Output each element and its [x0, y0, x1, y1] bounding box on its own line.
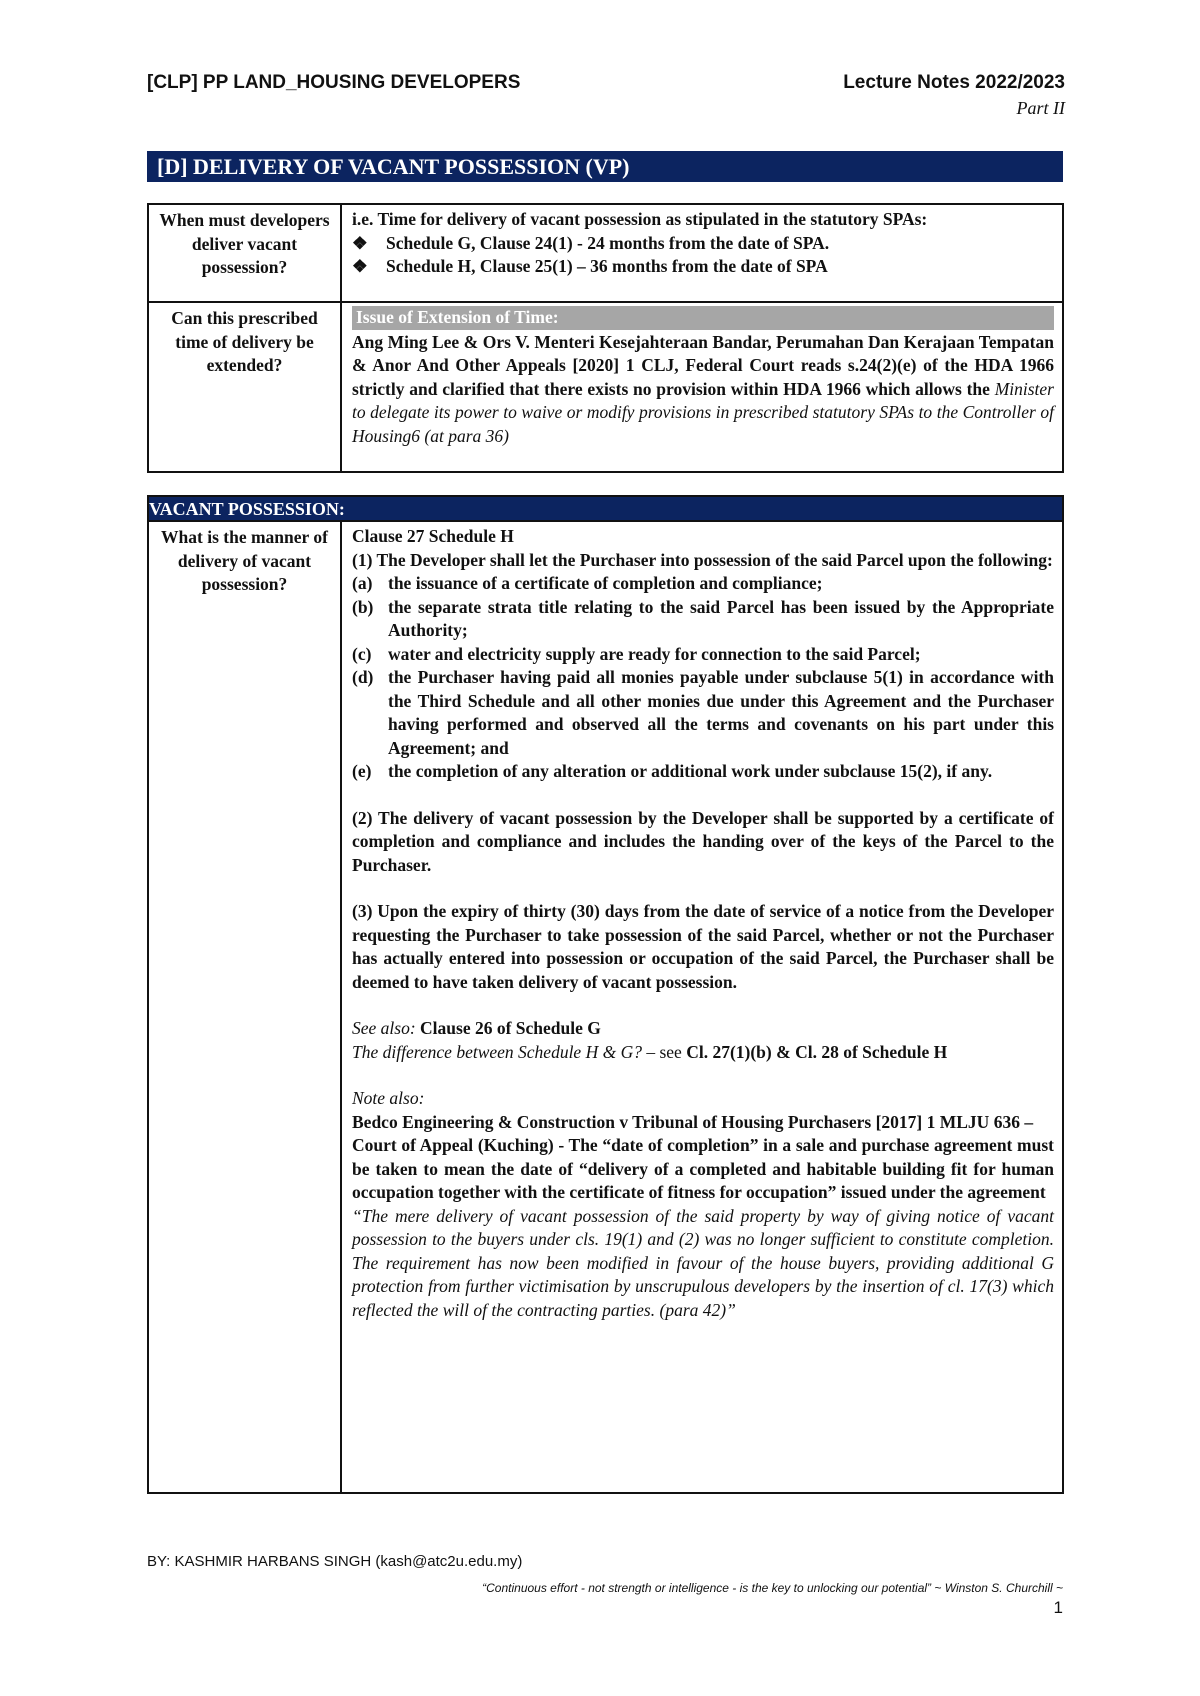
- case-title: Bedco Engineering & Construction v Tribunal of Housing Purchasers [2017] 1 MLJU 636 –: [352, 1111, 1034, 1132]
- diamond-bullet-icon: ❖: [352, 256, 368, 276]
- footer-author: BY: KASHMIR HARBANS SINGH (kash@atc2u.edu.my): [147, 1553, 523, 1570]
- note-also-label: Note also:: [352, 1088, 425, 1108]
- difference-see: – see: [641, 1041, 687, 1062]
- vacant-possession-heading: VACANT POSSESSION:: [148, 496, 1063, 521]
- list-item: [352, 255, 1054, 279]
- difference-question: The difference between Schedule H & G?: [352, 1041, 642, 1062]
- list-item: [352, 643, 1054, 667]
- see-also: [352, 1017, 1054, 1041]
- clause-title: Clause 27 Schedule H: [352, 526, 514, 546]
- question-cell: Can this prescribed time of delivery be extended?: [148, 302, 341, 472]
- diamond-bullet-icon: ❖: [352, 232, 368, 253]
- item-text: water and electricity supply are ready for connection to the said Parcel;: [388, 643, 921, 664]
- case-paragraph: [352, 331, 1054, 449]
- bullet-text: Schedule H, Clause 25(1) – 36 months from the date of SPA: [386, 256, 828, 276]
- case-holding: reads s.24(2)(e) of the HDA 1966 strictly and clarified that there exists no provision within HDA 1966 which allows the: [352, 355, 1054, 399]
- section-title: [D] DELIVERY OF VACANT POSSESSION (VP): [147, 151, 1063, 182]
- item-text: the separate strata title relating to the said Parcel has been issued by the Appropriate Authority;: [388, 596, 1054, 640]
- header-course-title: [CLP] PP LAND_HOUSING DEVELOPERS: [147, 72, 521, 93]
- case-name: Ang Ming Lee & Ors V. Menteri Kesejahteraan Bandar, Perumahan Dan Kerajaan Tempatan & Anor And Other Appeals [2020] 1 CLJ, Federal Court: [352, 331, 1054, 375]
- question-cell: What is the manner of delivery of vacant possession?: [148, 521, 341, 1493]
- timing-table: [147, 203, 1064, 473]
- item-text: the Purchaser having paid all monies payable under subclause 5(1) in accordance with the Third Schedule and all other monies due under this Agreement and the Purchaser having performed and observed all the terms and covenants on his part under this Agreement; and: [388, 667, 1054, 758]
- difference-reference: Cl. 27(1)(b) & Cl. 28 of Schedule H: [686, 1041, 948, 1062]
- answer-cell: [341, 302, 1063, 472]
- item-text: the issuance of a certificate of completion and compliance;: [388, 573, 823, 593]
- case-holding-italic: Minister to delegate its power to waive or modify provisions in prescribed statutory SPAs to the Controller of Housing6 (at para 36): [352, 378, 1054, 446]
- see-also-label: See also:: [352, 1018, 416, 1038]
- answer-cell: [341, 204, 1063, 302]
- item-label: (a): [352, 573, 373, 593]
- list-item: [352, 760, 1054, 784]
- vacant-possession-table: [147, 495, 1064, 1494]
- item-text: the completion of any alteration or additional work under subclause 15(2), if any.: [388, 761, 993, 781]
- item-label: (b): [352, 596, 374, 617]
- subclause-3: (3) Upon the expiry of thirty (30) days from the date of service of a notice from the Developer requesting the Purchaser to take possession of the said Parcel, whether or not the Purchaser has actually entered into possession or occupation of the said Parcel, the Purchaser shall be deemed to have taken delivery of vacant possession.: [352, 901, 1054, 992]
- case-summary: - The “date of completion” in a sale and purchase agreement must be taken to mean the date of “delivery of a completed and habitable building fit for human occupation together with the certificate of fitness for occupation” issued under the agreement: [352, 1135, 1054, 1202]
- table-row: [148, 521, 1063, 1493]
- case-court: Court of Appeal (Kuching): [352, 1135, 554, 1155]
- timing-intro: i.e. Time for delivery of vacant possession as stipulated in the statutory SPAs:: [352, 209, 928, 229]
- header-part: Part II: [1016, 98, 1065, 118]
- footer-quote: “Continuous effort - not strength or intelligence - is the key to unlocking our potential” ~ Winston S. Churchill ~: [482, 1581, 1063, 1595]
- case-quote: “The mere delivery of vacant possession of the said property by way of giving notice of vacant possession to the buyers under cls. 19(1) and (2) was no longer sufficient to constitute completion. The requirement has now been modified in favour of the house buyers, providing additional G protection from further victimisation by unscrupulous developers by the insertion of cl. 17(3) which reflected the will of the contracting parties. (para 42)”: [352, 1205, 1054, 1320]
- list-item: [352, 572, 1054, 596]
- answer-cell: [341, 521, 1063, 1493]
- list-item: [352, 666, 1054, 760]
- header-lecture-notes: Lecture Notes 2022/2023: [843, 72, 1065, 93]
- item-label: (d): [352, 667, 374, 687]
- table-row: [148, 204, 1063, 302]
- table-row: [148, 302, 1063, 472]
- item-label: (e): [352, 761, 372, 781]
- issue-heading: Issue of Extension of Time:: [352, 306, 1054, 330]
- difference-note: [352, 1041, 1054, 1065]
- item-label: (c): [352, 643, 372, 664]
- bullet-text: Schedule G, Clause 24(1) - 24 months from the date of SPA.: [386, 232, 830, 253]
- list-item: [352, 596, 1054, 643]
- list-item: [352, 232, 1054, 256]
- table-header-row: [148, 496, 1063, 521]
- question-cell: When must developers deliver vacant possession?: [148, 204, 341, 302]
- subclause-2: (2) The delivery of vacant possession by the Developer shall be supported by a certificate of completion and compliance and includes the handing over of the keys of the Parcel to the Purchaser.: [352, 807, 1054, 875]
- see-also-text: Clause 26 of Schedule G: [415, 1018, 601, 1038]
- subclause-1-intro: (1) The Developer shall let the Purchaser into possession of the said Parcel upon the following:: [352, 549, 1053, 570]
- case-summary-paragraph: [352, 1134, 1054, 1205]
- page-number: 1: [1053, 1598, 1063, 1617]
